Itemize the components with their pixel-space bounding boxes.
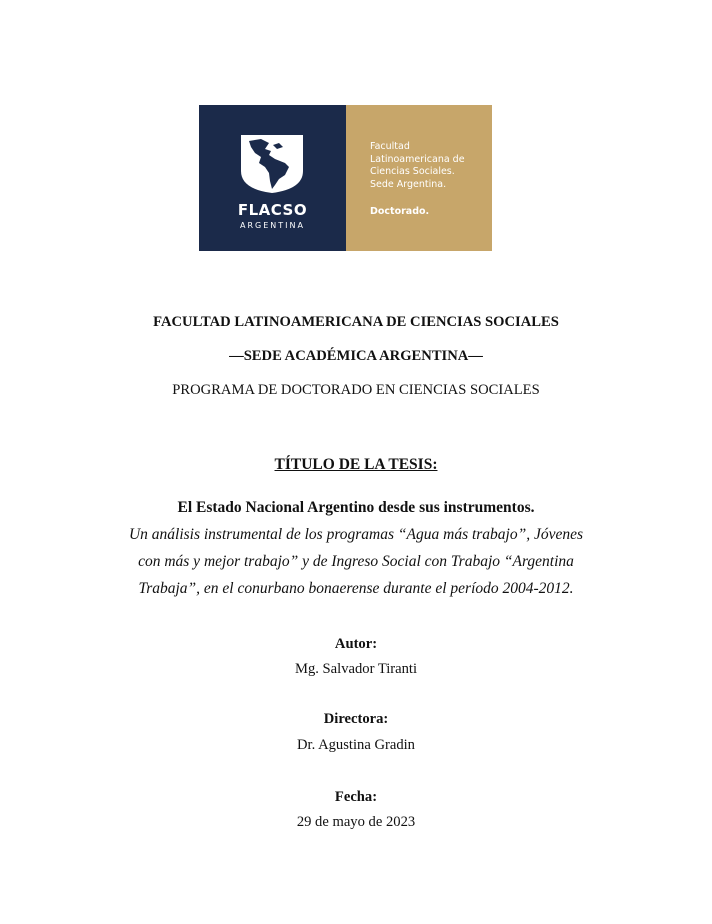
thesis-title: El Estado Nacional Argentino desde sus instrumentos. <box>177 499 535 516</box>
thesis-subtitle-line: Trabaja”, en el conurbano bonaerense durante el período 2004-2012. <box>138 580 574 597</box>
logo-program-label: Doctorado. <box>370 206 430 217</box>
author-name: Mg. Salvador Tiranti <box>294 661 418 677</box>
director-name: Dr. Agustina Gradin <box>297 737 415 753</box>
institution-name: FACULTAD LATINOAMERICANA DE CIENCIAS SOCIALES <box>153 314 559 330</box>
logo-text-line: Latinoamericana de <box>370 153 465 165</box>
flacso-logo <box>199 105 492 251</box>
author-label: Autor: <box>334 636 378 652</box>
logo-text-line: Sede Argentina. <box>370 178 447 190</box>
date-value: 29 de mayo de 2023 <box>296 814 416 830</box>
brand-name: FLACSO <box>237 201 308 219</box>
doctoral-program: PROGRAMA DE DOCTORADO EN CIENCIAS SOCIALES <box>172 382 540 398</box>
date-label: Fecha: <box>334 789 378 805</box>
logo-gold-panel <box>346 105 492 251</box>
thesis-heading: TÍTULO DE LA TESIS: <box>274 456 438 473</box>
logo-institution-text <box>370 141 465 191</box>
director-label: Directora: <box>323 711 389 727</box>
logo-navy-panel <box>199 105 346 251</box>
logo-text-line: Facultad <box>370 141 410 152</box>
logo-text-line: Ciencias Sociales. <box>370 166 455 177</box>
institution-seat: —SEDE ACADÉMICA ARGENTINA— <box>229 348 483 364</box>
thesis-subtitle-line: con más y mejor trabajo” y de Ingreso Social con Trabajo “Argentina <box>138 553 574 570</box>
thesis-subtitle-line: Un análisis instrumental de los programas “Agua más trabajo”, Jóvenes <box>128 526 584 543</box>
brand-country: ARGENTINA <box>240 221 305 230</box>
latin-america-map-shield-icon <box>239 133 305 195</box>
